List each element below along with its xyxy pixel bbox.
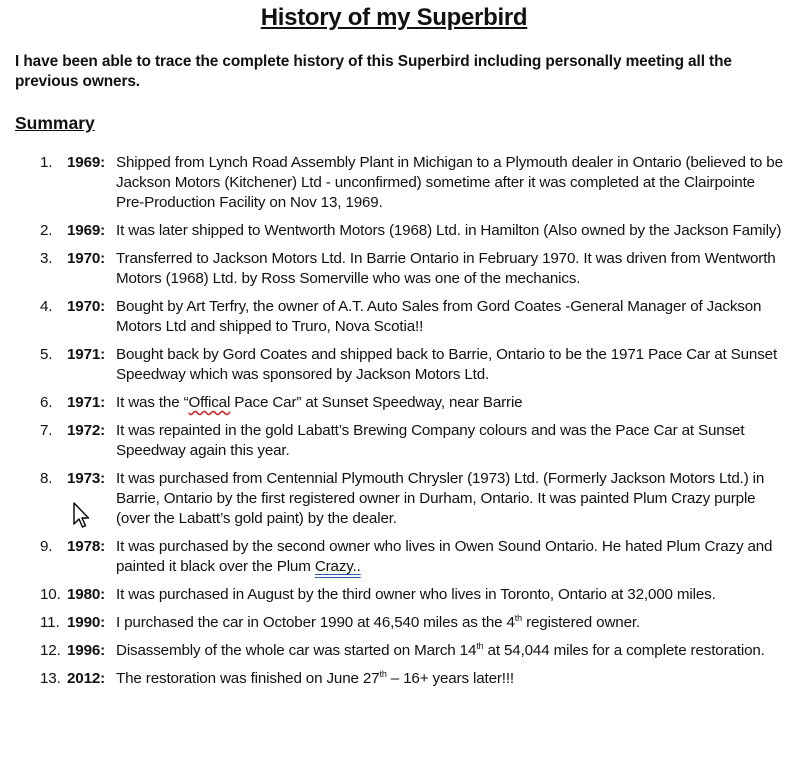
- item-number: 9.: [40, 538, 53, 555]
- item-text: It was purchased from Centennial Plymouth Chrysler (1973) Ltd. (Formerly Jackson Motors Ltd.) in Barrie, Ontario by the first registered owner in Durham, Ontario. It was painted Plum Crazy purple (over the Labatt’s gold paint) by the dealer.: [116, 470, 765, 527]
- item-number: 4.: [40, 298, 53, 315]
- mouse-pointer-icon: [72, 502, 92, 532]
- item-number: 2.: [40, 222, 53, 239]
- grammar-flagged-word[interactable]: Crazy..: [314, 558, 361, 575]
- item-year: 1969:: [67, 154, 106, 171]
- item-number: 10.: [40, 586, 61, 603]
- item-year: 1970:: [67, 298, 106, 315]
- list-item: [0, 613, 788, 633]
- history-list: [0, 153, 788, 697]
- item-number: 7.: [40, 422, 53, 439]
- item-number: 8.: [40, 470, 53, 487]
- list-item: [0, 153, 788, 213]
- list-item: [0, 393, 788, 413]
- item-year: 2012:: [67, 670, 106, 687]
- item-text-after: – 16+ years later!!!: [386, 670, 514, 687]
- document-title: History of my Superbird: [260, 4, 528, 31]
- superscript: th: [379, 668, 387, 679]
- item-text-before: Disassembly of the whole car was started on March 14: [116, 642, 477, 659]
- item-year: 1990:: [67, 614, 106, 631]
- list-item: [0, 249, 788, 289]
- summary-heading: Summary: [15, 113, 95, 133]
- spelling-flagged-word[interactable]: Offical: [188, 394, 231, 411]
- item-text-after: registered owner.: [522, 614, 641, 631]
- item-number: 6.: [40, 394, 53, 411]
- item-text: It was purchased in August by the third owner who lives in Toronto, Ontario at 32,000 miles.: [116, 586, 716, 603]
- item-year: 1973:: [67, 470, 106, 487]
- item-year: 1971:: [67, 394, 106, 411]
- item-year: 1996:: [67, 642, 106, 659]
- superscript: th: [514, 612, 522, 623]
- item-text-before: It was purchased by the second owner who lives in Owen Sound Ontario. He hated Plum Crazy and painted it black over the Plum: [116, 538, 773, 575]
- superscript: th: [476, 640, 484, 651]
- intro-paragraph: I have been able to trace the complete history of this Superbird including personally meeting all the previous owners.: [15, 53, 732, 90]
- list-item: [0, 297, 788, 337]
- item-year: 1972:: [67, 422, 106, 439]
- item-number: 3.: [40, 250, 53, 267]
- item-text: Bought back by Gord Coates and shipped back to Barrie, Ontario to be the 1971 Pace Car at Sunset Speedway which was sponsored by Jackson Motors Ltd.: [116, 346, 778, 383]
- list-item: [0, 345, 788, 385]
- item-text-before: I purchased the car in October 1990 at 46,540 miles as the 4: [116, 614, 515, 631]
- list-item: [0, 669, 788, 689]
- item-number: 13.: [40, 670, 61, 687]
- item-text: It was later shipped to Wentworth Motors (1968) Ltd. in Hamilton (Also owned by the Jackson Family): [116, 222, 782, 239]
- item-year: 1969:: [67, 222, 106, 239]
- item-number: 1.: [40, 154, 53, 171]
- item-text-before: It was the “: [116, 394, 189, 411]
- item-text-before: The restoration was finished on June 27: [116, 670, 380, 687]
- item-text-after: at 54,044 miles for a complete restoration.: [483, 642, 765, 659]
- list-item: [0, 537, 788, 577]
- item-number: 11.: [40, 614, 60, 631]
- list-item: [0, 641, 788, 661]
- list-item: [0, 421, 788, 461]
- item-year: 1970:: [67, 250, 106, 267]
- item-text: It was repainted in the gold Labatt’s Brewing Company colours and was the Pace Car at Sunset Speedway again this year.: [116, 422, 745, 459]
- list-item: [0, 585, 788, 605]
- item-text-after: Pace Car” at Sunset Speedway, near Barrie: [230, 394, 523, 411]
- item-text: Transferred to Jackson Motors Ltd. In Barrie Ontario in February 1970. It was driven from Wentworth Motors (1968) Ltd. by Ross Somerville who was one of the mechanics.: [116, 250, 776, 287]
- item-year: 1978:: [67, 538, 106, 555]
- item-year: 1980:: [67, 586, 106, 603]
- list-item: [0, 469, 788, 529]
- list-item: [0, 221, 788, 241]
- item-text: Bought by Art Terfry, the owner of A.T. Auto Sales from Gord Coates -General Manager of Jackson Motors Ltd and shipped to Truro, Nova Scotia!!: [116, 298, 762, 335]
- item-number: 12.: [40, 642, 61, 659]
- item-text: Shipped from Lynch Road Assembly Plant in Michigan to a Plymouth dealer in Ontario (believed to be Jackson Motors (Kitchener) Ltd - unconfirmed) sometime after it was completed at the Clairpointe Pre-Production Facility on Nov 13, 1969.: [116, 154, 783, 211]
- item-number: 5.: [40, 346, 53, 363]
- item-year: 1971:: [67, 346, 106, 363]
